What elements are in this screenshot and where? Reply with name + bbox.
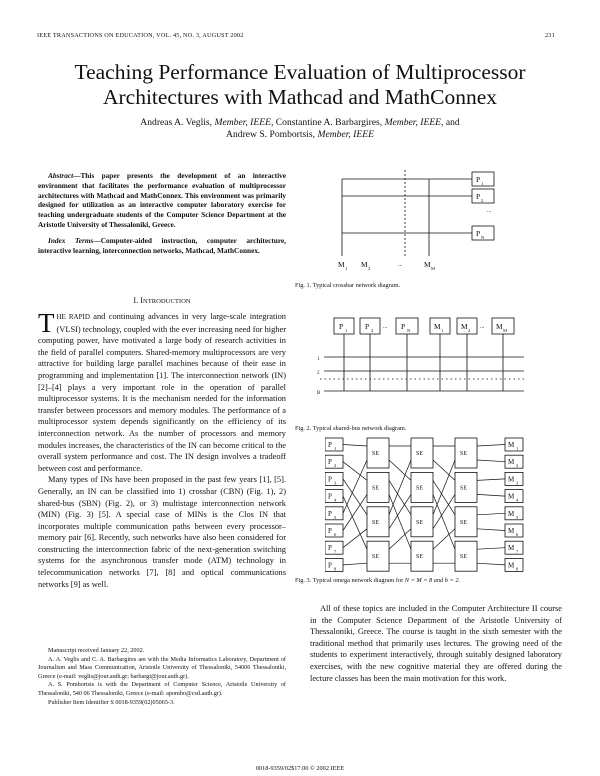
fig3-link-0-4 xyxy=(389,460,411,515)
fig1-pn-sub: N xyxy=(481,235,485,240)
fig3-processor-sub-5: 5 xyxy=(334,514,337,520)
fig3-link-1-1 xyxy=(433,460,455,480)
fig3-memory-sub-8: 8 xyxy=(516,566,519,572)
fig1-pn-label: P xyxy=(476,229,481,238)
fig3-se-label-2-1: SE xyxy=(460,485,468,492)
footnote-affil-2: A. S. Pombortsis is with the Department of Computer Science, Aristotle University of Thessaloniki, 540 06 Thessaloniki, Greece (e-mail: apombo@csd.auth.gr). xyxy=(38,681,286,697)
right-text xyxy=(310,603,562,684)
fig3-processor-sub-4: 4 xyxy=(334,497,337,503)
fig3-link-m-0 xyxy=(477,445,505,447)
fig3-memory-label-6: M xyxy=(508,527,515,535)
right-paragraph-1: All of these topics are included in the Computer Architecture II course in the Computer Science Department of the Aristotle University of Thessaloniki, Greece. The course is taught in the sixth semester with the traditional method that primarily uses lectures. The growing need of the students to experiment interactively, through suitably designed laboratory exercises, with the new cognitive material they are offered during the lecture classes has been the main motivation for this work. xyxy=(310,604,562,683)
authors xyxy=(40,117,560,141)
footnote-identifier: Publisher Item Identifier S 0018-9359(02)05065-3. xyxy=(48,698,175,706)
paper-title xyxy=(20,60,580,110)
fig3-link-m-4 xyxy=(477,513,505,515)
fig2-mm-sub: M xyxy=(503,328,508,333)
abstract-label: Abstract xyxy=(48,171,74,180)
fig3-processor-sub-2: 2 xyxy=(334,463,337,469)
fig2-m2-label: M xyxy=(461,322,468,331)
fig3-memory-sub-3: 3 xyxy=(516,480,519,486)
authors-and: , and xyxy=(441,117,460,128)
fig3-link-m-1 xyxy=(477,460,505,462)
title-line-1: Teaching Performance Evaluation of Multiprocessor xyxy=(74,60,526,84)
fig3-link-m-7 xyxy=(477,563,505,565)
fig2-mm-label: M xyxy=(496,322,503,331)
fig3-link-1-3 xyxy=(433,494,455,549)
fig2-dots-p: ... xyxy=(383,324,388,330)
fig2-p1-label: P xyxy=(339,322,344,331)
fig3-processor-sub-8: 8 xyxy=(334,566,337,572)
footnote-affil-1: A. A. Veglis and C. A. Barbargires are with the Media Informatics Laboratory, Department of Journalism and Mass Communication, Aristotle University of Thessaloniki, 54006 Thessaloniki, Greece (e-mail: veglis@jour.auth.gr; barbargi@jour.auth.gr). xyxy=(38,655,286,680)
author-3-role: Member, IEEE xyxy=(317,129,374,140)
fig2-p2-label: P xyxy=(365,322,370,331)
fig3-se-label-1-0: SE xyxy=(416,451,424,457)
author-2: , Constantine A. Barbargires, xyxy=(270,117,385,128)
fig3-link-p-2 xyxy=(343,462,367,481)
fig3-se-label-1-3: SE xyxy=(416,554,424,561)
fig3-link-1-5 xyxy=(433,494,455,528)
fig3-processor-label-7: P xyxy=(328,544,332,553)
fig1-crossbar-diagram xyxy=(300,166,560,278)
fig3-memory-sub-4: 4 xyxy=(516,497,519,503)
fig3-processor-label-8: P xyxy=(328,561,332,570)
fig3-link-0-3 xyxy=(389,494,411,549)
fig3-se-label-2-3: SE xyxy=(460,554,468,561)
fig3-memory-label-5: M xyxy=(508,509,515,518)
fig1-m2-label: M xyxy=(361,260,368,269)
fig1-p1-sub: 1 xyxy=(481,181,484,186)
fig2-bus-1: 1 xyxy=(317,357,320,362)
fig3-se-label-0-2: SE xyxy=(372,519,380,526)
fig3-processor-sub-6: 6 xyxy=(334,532,337,537)
fig1-mm-sub: M xyxy=(431,266,436,271)
fig3-se-label-0-0: SE xyxy=(372,451,380,457)
fig3-link-m-3 xyxy=(477,494,505,496)
fig3-link-1-6 xyxy=(433,529,455,549)
fig3-link-p-5 xyxy=(343,460,367,513)
fig3-processor-label-6: P xyxy=(328,527,332,535)
fig2-bus-2: 2 xyxy=(317,371,320,376)
fig3-se-label-0-1: SE xyxy=(372,485,380,492)
abstract xyxy=(38,171,286,230)
index-terms xyxy=(38,236,286,256)
fig1-p2-sub: 2 xyxy=(481,198,484,203)
fig3-memory-sub-7: 7 xyxy=(516,549,519,555)
fig3-link-0-2 xyxy=(389,480,411,514)
fig3-memory-sub-5: 5 xyxy=(516,514,519,520)
author-3: Andrew S. Pombortsis, xyxy=(226,129,318,140)
fig3-memory-sub-6: 6 xyxy=(516,532,519,537)
abstract-block xyxy=(38,171,286,255)
fig3-link-p-3 xyxy=(343,479,367,515)
fig2-p1-sub: 1 xyxy=(345,328,348,333)
fig2-m1-sub: 1 xyxy=(441,328,444,333)
fig1-dots-bottom: ... xyxy=(398,262,403,268)
fig1-dots: ... xyxy=(487,208,492,214)
fig3-se-label-2-0: SE xyxy=(460,451,468,457)
fig3-link-m-2 xyxy=(477,479,505,481)
index-terms-label: Index Terms xyxy=(48,235,94,245)
author-1-role: Member, IEEE xyxy=(214,117,271,128)
fig1-p2-label: P xyxy=(476,192,481,201)
index-terms-text: —Computer-aided instruction, computer architecture, interactive learning, interconnection networks, Mathcad, MathConnex. xyxy=(38,235,286,255)
fig3-omega-network-diagram xyxy=(325,432,525,577)
fig3-link-p-4 xyxy=(343,496,367,549)
fig2-caption: Fig. 2. Typical shared-bus network diagram. xyxy=(295,425,407,432)
fig3-link-0-6 xyxy=(389,529,411,549)
fig3-se-label-1-1: SE xyxy=(416,485,424,492)
author-2-role: Member, IEEE xyxy=(384,117,442,128)
fig3-link-0-1 xyxy=(389,460,411,480)
fig2-dots-m: ... xyxy=(480,324,485,330)
fig3-link-p-1 xyxy=(343,445,367,447)
fig3-link-p-6 xyxy=(343,494,367,530)
fig1-m1-sub: 1 xyxy=(345,266,348,271)
fig2-m1-label: M xyxy=(434,322,441,331)
fig3-link-1-2 xyxy=(433,480,455,514)
fig3-processor-label-2: P xyxy=(328,458,332,467)
fig3-link-0-5 xyxy=(389,494,411,528)
page-number: 231 xyxy=(545,32,555,39)
fig3-processor-label-1: P xyxy=(328,441,332,449)
intro-paragraph-2: Many types of INs have been proposed in the past few years [1], [5]. Generally, an IN can be classified into 1) crossbar (CBN) (Fig. 1), 2) shared-bus (SBN) (Fig. 2), or 3) multistage interconnection network (MIN) (Fig. 3) [5]. A special case of MINs is the Clos IN that incorporates multiple communication paths between every processor–memory pair [6]. Recently, such networks have also been considered for constructing the interconnection fabric of the next-generation switching systems for the asynchronous transfer mode (ATM) technology in telecommunication networks [7], [8] and optical communications networks [9] as well. xyxy=(38,475,286,589)
author-1: Andreas A. Veglis, xyxy=(140,117,215,128)
fig3-memory-label-2: M xyxy=(508,458,515,467)
fig3-memory-sub-2: 2 xyxy=(516,463,519,469)
fig3-processor-sub-1: 1 xyxy=(334,446,337,451)
fig2-p2-sub: 2 xyxy=(371,328,374,333)
fig3-memory-label-8: M xyxy=(508,561,515,570)
footnote-received: Manuscript received January 22, 2002. xyxy=(48,647,145,654)
intro-paragraph-1: THE RAPID and continuing advances in very large-scale integration (VLSI) technology, coupled with the ever increasing need for higher computing power, have motivated a large body of research activities in the field of parallel computers. Shared-memory multiprocessors are very attractive for building large parallel machines because of their ease in programming and implementation [1]. The interconnection network (IN) [2]–[4] plays a very important role in the operation of parallel multiprocessor systems. It is the mechanism needed for the information transfer between processors and memory modules. The performance of a multiprocessor system depends significantly on the efficiency of its interconnection network. As the number of processors and memory modules increases, the characteristics of the IN can become critical to the overall system performance and cost. The IN design involves a tradeoff between cost and performance. xyxy=(38,308,286,473)
fig1-caption: Fig. 1. Typical crossbar network diagram. xyxy=(295,282,401,289)
fig3-link-p-8 xyxy=(343,563,367,565)
fig2-pn-sub: N xyxy=(407,328,411,333)
fig3-link-m-6 xyxy=(477,548,505,550)
fig2-pn-label: P xyxy=(401,322,406,331)
fig3-processor-label-3: P xyxy=(328,475,332,484)
fig3-memory-sub-1: 1 xyxy=(516,446,519,451)
section-heading: I. INTRODUCTION xyxy=(133,296,191,305)
fig1-m2-sub: 2 xyxy=(368,266,371,271)
fig3-se-label-1-2: SE xyxy=(416,519,424,526)
fig1-m1-label: M xyxy=(338,260,345,269)
fig3-se-label-0-3: SE xyxy=(372,554,380,561)
fig3-memory-label-3: M xyxy=(508,475,515,484)
fig1-p1-label: P xyxy=(476,175,481,184)
fig3-link-1-4 xyxy=(433,460,455,515)
fig3-memory-label-4: M xyxy=(508,492,515,501)
fig3-processor-sub-3: 3 xyxy=(334,480,337,486)
fig2-shared-bus-diagram xyxy=(312,314,572,414)
fig3-memory-label-1: M xyxy=(508,441,515,449)
abstract-text: —This paper presents the development of an interactive environment that facilitates the performance evaluation of multiprocessor architectures with Mathcad and MathConnex. This environment was primarily designed for utilization as an interactive computer laboratory exercise for teaching undergraduate students of the Computer Science Department at the Aristotle University of Thessaloniki, Greece. xyxy=(38,171,286,229)
fig3-link-m-5 xyxy=(477,529,505,531)
fig1-mm-label: M xyxy=(424,260,431,269)
fig3-se-label-2-2: SE xyxy=(460,519,468,526)
fig3-memory-label-7: M xyxy=(508,544,515,553)
fig3-link-p-7 xyxy=(343,529,367,548)
fig3-processor-label-4: P xyxy=(328,492,332,501)
fig3-processor-label-5: P xyxy=(328,509,332,518)
intro-text xyxy=(38,308,286,590)
journal-header: IEEE TRANSACTIONS ON EDUCATION, VOL. 45, NO. 3, AUGUST 2002 xyxy=(37,32,244,39)
fig3-caption: Fig. 3. Typical omega network diagram for N = M = 8 and b = 2. xyxy=(295,577,461,584)
fig3-processor-sub-7: 7 xyxy=(334,549,337,555)
drop-cap: T xyxy=(38,308,55,338)
title-line-2: Architectures with Mathcad and MathConnex xyxy=(102,85,498,109)
footnotes xyxy=(38,647,286,707)
fig2-m2-sub: 2 xyxy=(468,328,471,333)
page-footer: 0018-9359/02$17.00 © 2002 IEEE xyxy=(255,765,345,772)
fig2-bus-b: B xyxy=(317,391,321,396)
